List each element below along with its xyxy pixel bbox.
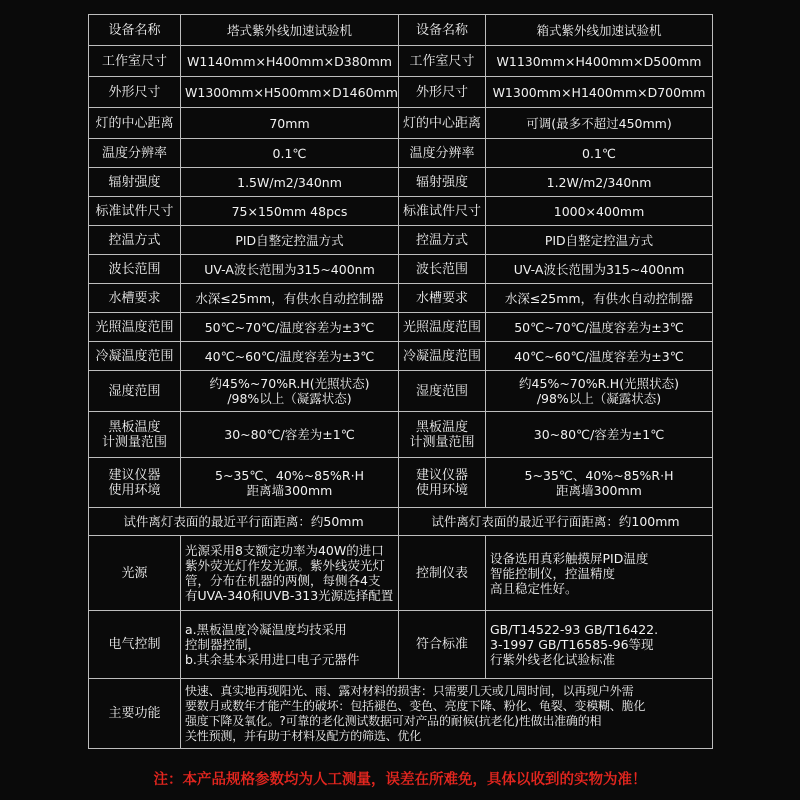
box-value: 30~80℃/容差为±1℃ <box>486 412 713 458</box>
spec-label: 温度分辨率 <box>399 139 486 168</box>
light-source-text-line: 紫外荧光灯作发光源。紫外线荧光灯 <box>185 558 386 573</box>
spec-label-line: 黑板温度 <box>108 419 161 435</box>
box-value: 1000×400mm <box>486 197 713 226</box>
box-distance: 试件离灯表面的最近平行面距离：约100mm <box>399 508 713 536</box>
spec-label: 电气控制 <box>89 611 181 679</box>
tower-value: 30~80℃/容差为±1℃ <box>181 412 399 458</box>
header-row <box>89 15 713 46</box>
spec-label: 符合标准 <box>399 611 486 679</box>
box-value: 1.2W/m2/340nm <box>486 168 713 197</box>
spec-label: 工作室尺寸 <box>399 46 486 77</box>
function-row <box>89 679 713 749</box>
tower-distance: 试件离灯表面的最近平行面距离：约50mm <box>89 508 399 536</box>
tower-value: 1.5W/m2/340nm <box>181 168 399 197</box>
spec-label <box>89 412 181 458</box>
spec-sheet <box>88 14 712 749</box>
tower-value: 70mm <box>181 108 399 139</box>
spec-label: 冷凝温度范围 <box>399 342 486 371</box>
spec-label: 温度分辨率 <box>89 139 181 168</box>
spec-label-line: 使用环境 <box>108 482 161 498</box>
spec-label: 水槽要求 <box>89 284 181 313</box>
spec-label-line: 计测量范围 <box>101 434 167 450</box>
electrical-row <box>89 611 713 679</box>
control-text <box>486 536 713 611</box>
light-source-row <box>89 536 713 611</box>
electrical-text-line: 控制器控制， <box>185 637 261 652</box>
tower-value: 水深≤25mm，有供水自动控制器 <box>181 284 399 313</box>
spec-label-line: 黑板温度 <box>415 419 468 435</box>
spec-row <box>89 168 713 197</box>
box-value: W1300mm×H1400mm×D700mm <box>486 77 713 108</box>
spec-label: 波长范围 <box>399 255 486 284</box>
box-value-line: 距离墙300mm <box>556 482 642 498</box>
spec-row <box>89 139 713 168</box>
control-text-line: 智能控制仪，控温精度 <box>490 565 616 581</box>
spec-label: 主要功能 <box>89 679 181 749</box>
spec-row <box>89 46 713 77</box>
blackpanel-row <box>89 412 713 458</box>
spec-label: 控温方式 <box>399 226 486 255</box>
box-value <box>486 458 713 508</box>
box-value: 可调(最多不超过450mm) <box>486 108 713 139</box>
spec-label <box>399 458 486 508</box>
humidity-row <box>89 371 713 412</box>
tower-value: 50℃~70℃/温度容差为±3℃ <box>181 313 399 342</box>
spec-label: 标准试件尺寸 <box>399 197 486 226</box>
standard-text <box>486 611 713 679</box>
function-text <box>181 679 713 749</box>
spec-label: 辐射强度 <box>89 168 181 197</box>
spec-label: 光照温度范围 <box>89 313 181 342</box>
spec-label-line: 建议仪器 <box>108 467 161 483</box>
spec-label <box>399 412 486 458</box>
tower-value <box>181 371 399 412</box>
disclaimer-note: 注：本产品规格参数均为人工测量，误差在所难免，具体以收到的实物为准！ <box>153 772 647 788</box>
control-text-line: 设备选用真彩触摸屏PID温度 <box>490 550 649 566</box>
electrical-text <box>181 611 399 679</box>
standard-text-line: GB/T14522-93 GB/T16422. <box>490 622 659 637</box>
box-value <box>486 371 713 412</box>
box-value-line: 5~35℃、40%~85%R·H <box>524 467 674 483</box>
spec-row <box>89 197 713 226</box>
spec-label: 外形尺寸 <box>89 77 181 108</box>
spec-row <box>89 77 713 108</box>
box-value-line: /98%以上（凝露状态) <box>536 391 662 406</box>
light-source-text <box>181 536 399 611</box>
standard-text-line: 3-1997 GB/T16585-96等现 <box>490 637 654 652</box>
spec-label: 光照温度范围 <box>399 313 486 342</box>
spec-label: 波长范围 <box>89 255 181 284</box>
spec-label <box>89 458 181 508</box>
spec-label-line: 使用环境 <box>415 482 468 498</box>
tower-model-name: 塔式紫外线加速试验机 <box>181 15 399 46</box>
spec-label: 标准试件尺寸 <box>89 197 181 226</box>
box-value: 50℃~70℃/温度容差为±3℃ <box>486 313 713 342</box>
spec-row <box>89 255 713 284</box>
function-text-line: 快速、真实地再现阳光、雨、露对材料的损害：只需要几天或几周时间，以再现户外需 <box>185 683 634 698</box>
spec-label-line: 计测量范围 <box>409 434 475 450</box>
tower-value <box>181 458 399 508</box>
spec-label: 水槽要求 <box>399 284 486 313</box>
spec-label: 湿度范围 <box>89 371 181 412</box>
device-name-label: 设备名称 <box>399 15 486 46</box>
electrical-text-line: a.黑板温度冷凝温度均技采用 <box>185 622 347 637</box>
spec-row <box>89 226 713 255</box>
tower-value-line: 约45%~70%R.H(光照状态) <box>209 376 370 391</box>
box-value: 水深≤25mm，有供水自动控制器 <box>486 284 713 313</box>
environment-row <box>89 458 713 508</box>
light-source-text-line: 管，分布在机器的两侧，每侧各4支 <box>185 573 381 588</box>
box-model-name: 箱式紫外线加速试验机 <box>486 15 713 46</box>
spec-label: 冷凝温度范围 <box>89 342 181 371</box>
tower-value-line: 距离墙300mm <box>246 482 333 498</box>
spec-row <box>89 313 713 342</box>
spec-row <box>89 342 713 371</box>
spec-label: 控制仪表 <box>399 536 486 611</box>
spec-label: 灯的中心距离 <box>399 108 486 139</box>
tower-value-line: /98%以上（凝露状态) <box>227 391 352 406</box>
function-text-line: 强度下降及氧化。?可靠的老化测试数据可对产品的耐候(抗老化)性做出准确的相 <box>185 713 602 728</box>
tower-value: W1140mm×H400mm×D380mm <box>181 46 399 77</box>
electrical-text-line: b.其余基本采用进口电子元器件 <box>185 652 360 667</box>
box-value: W1130mm×H400mm×D500mm <box>486 46 713 77</box>
spec-label: 工作室尺寸 <box>89 46 181 77</box>
spec-row <box>89 108 713 139</box>
box-value: 0.1℃ <box>486 139 713 168</box>
box-value: PID自整定控温方式 <box>486 226 713 255</box>
spec-label: 外形尺寸 <box>399 77 486 108</box>
spec-label: 光源 <box>89 536 181 611</box>
tower-value: UV-A波长范围为315~400nm <box>181 255 399 284</box>
device-name-label: 设备名称 <box>89 15 181 46</box>
spec-label: 湿度范围 <box>399 371 486 412</box>
tower-value: 40℃~60℃/温度容差为±3℃ <box>181 342 399 371</box>
tower-value: W1300mm×H500mm×D1460mm <box>181 77 399 108</box>
tower-value: 0.1℃ <box>181 139 399 168</box>
spec-table <box>88 14 713 749</box>
standard-text-line: 行紫外线老化试验标准 <box>490 652 616 667</box>
spec-label: 灯的中心距离 <box>89 108 181 139</box>
box-value: UV-A波长范围为315~400nm <box>486 255 713 284</box>
spec-label: 辐射强度 <box>399 168 486 197</box>
box-value-line: 约45%~70%R.H(光照状态) <box>519 376 679 391</box>
tower-value: 75×150mm 48pcs <box>181 197 399 226</box>
spec-row <box>89 284 713 313</box>
light-source-text-line: 光源采用8支额定功率为40W的进口 <box>185 543 384 558</box>
control-text-line: 高且稳定性好。 <box>490 580 578 596</box>
tower-value-line: 5~35℃、40%~85%R·H <box>215 467 364 483</box>
tower-value: PID自整定控温方式 <box>181 226 399 255</box>
function-text-line: 关性预测，并有助于材料及配方的筛选、优化 <box>185 728 422 743</box>
light-source-text-line: 有UVA-340和UVB-313光源选择配置 <box>185 588 394 603</box>
distance-row <box>89 508 713 536</box>
spec-label: 控温方式 <box>89 226 181 255</box>
box-value: 40℃~60℃/温度容差为±3℃ <box>486 342 713 371</box>
spec-label-line: 建议仪器 <box>415 467 468 483</box>
function-text-line: 要数月或数年才能产生的破坏：包括褪色、变色、亮度下降、粉化、龟裂、变模糊、脆化 <box>185 698 646 713</box>
